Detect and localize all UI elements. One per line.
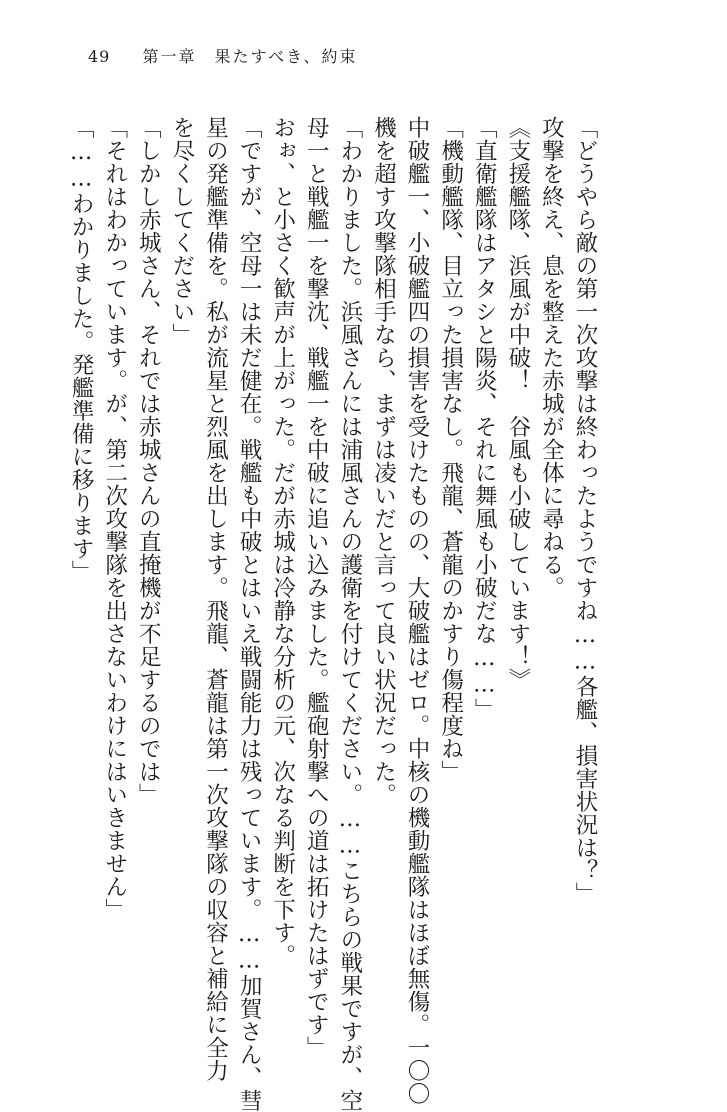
text-line: 機を超す攻撃隊相手なら、まずは凌いだと言って良い状況だった。 — [370, 116, 397, 806]
text-line: 「それはわかっています。が、第二次攻撃隊を出さないわけにはいきません」 — [101, 116, 128, 921]
text-line: 母一と戦艦一を撃沈、戦艦一を中破に追い込みました。艦砲射撃への道は拓けたはずです」 — [303, 116, 330, 1059]
text-line: 「どうやら敵の第一次攻撃は終わったようですね……各艦、損害状況は？」 — [572, 116, 598, 905]
text-line: 「わかりました。浜風さんには浦風さんの護衛を付けてください。……こちらの戦果ですが、空 — [336, 116, 363, 1112]
text-line: 「直衛艦隊はアタシと陽炎、それに舞風も小破だな……」 — [471, 116, 498, 721]
page-header — [88, 44, 358, 67]
text-line: 攻撃を終え、息を整えた赤城が全体に尋ねる。 — [538, 116, 565, 599]
page-number: 49 — [88, 47, 111, 66]
body-text — [64, 116, 602, 1112]
text-line: 「しかし赤城さん、それでは赤城さんの直掩機が不足するのでは」 — [135, 116, 162, 806]
text-line: 星の発艦準備を。私が流星と烈風を出します。飛龍、蒼龍は第一次攻撃隊の収容と補給に全力 — [202, 116, 229, 1082]
text-line: 《支援艦隊、浜風が中破！ 谷風も小破しています！》 — [504, 116, 531, 691]
text-line: おぉ、と小さく歓声が上がった。だが赤城は冷静な分析の元、次なる判断を下す。 — [269, 116, 296, 967]
chapter-title: 第一章 果たすべき、約束 — [142, 47, 358, 66]
text-line: 中破艦一、小破艦四の損害を受けたものの、大破艦はゼロ。中核の機動艦隊はほぼ無傷。一〇〇 — [404, 116, 431, 1105]
text-line: 「……わかりました。発艦準備に移ります」 — [68, 116, 95, 583]
text-line: を尽くしてください」 — [168, 116, 195, 346]
text-line: 「ですが、空母一は未だ健在。戦艦も中破とはいえ戦闘能力は残っています。……加賀さん、彗 — [236, 116, 263, 1112]
text-line: 「機動艦隊、目立った損害なし。飛龍、蒼龍のかすり傷程度ね」 — [437, 116, 464, 783]
